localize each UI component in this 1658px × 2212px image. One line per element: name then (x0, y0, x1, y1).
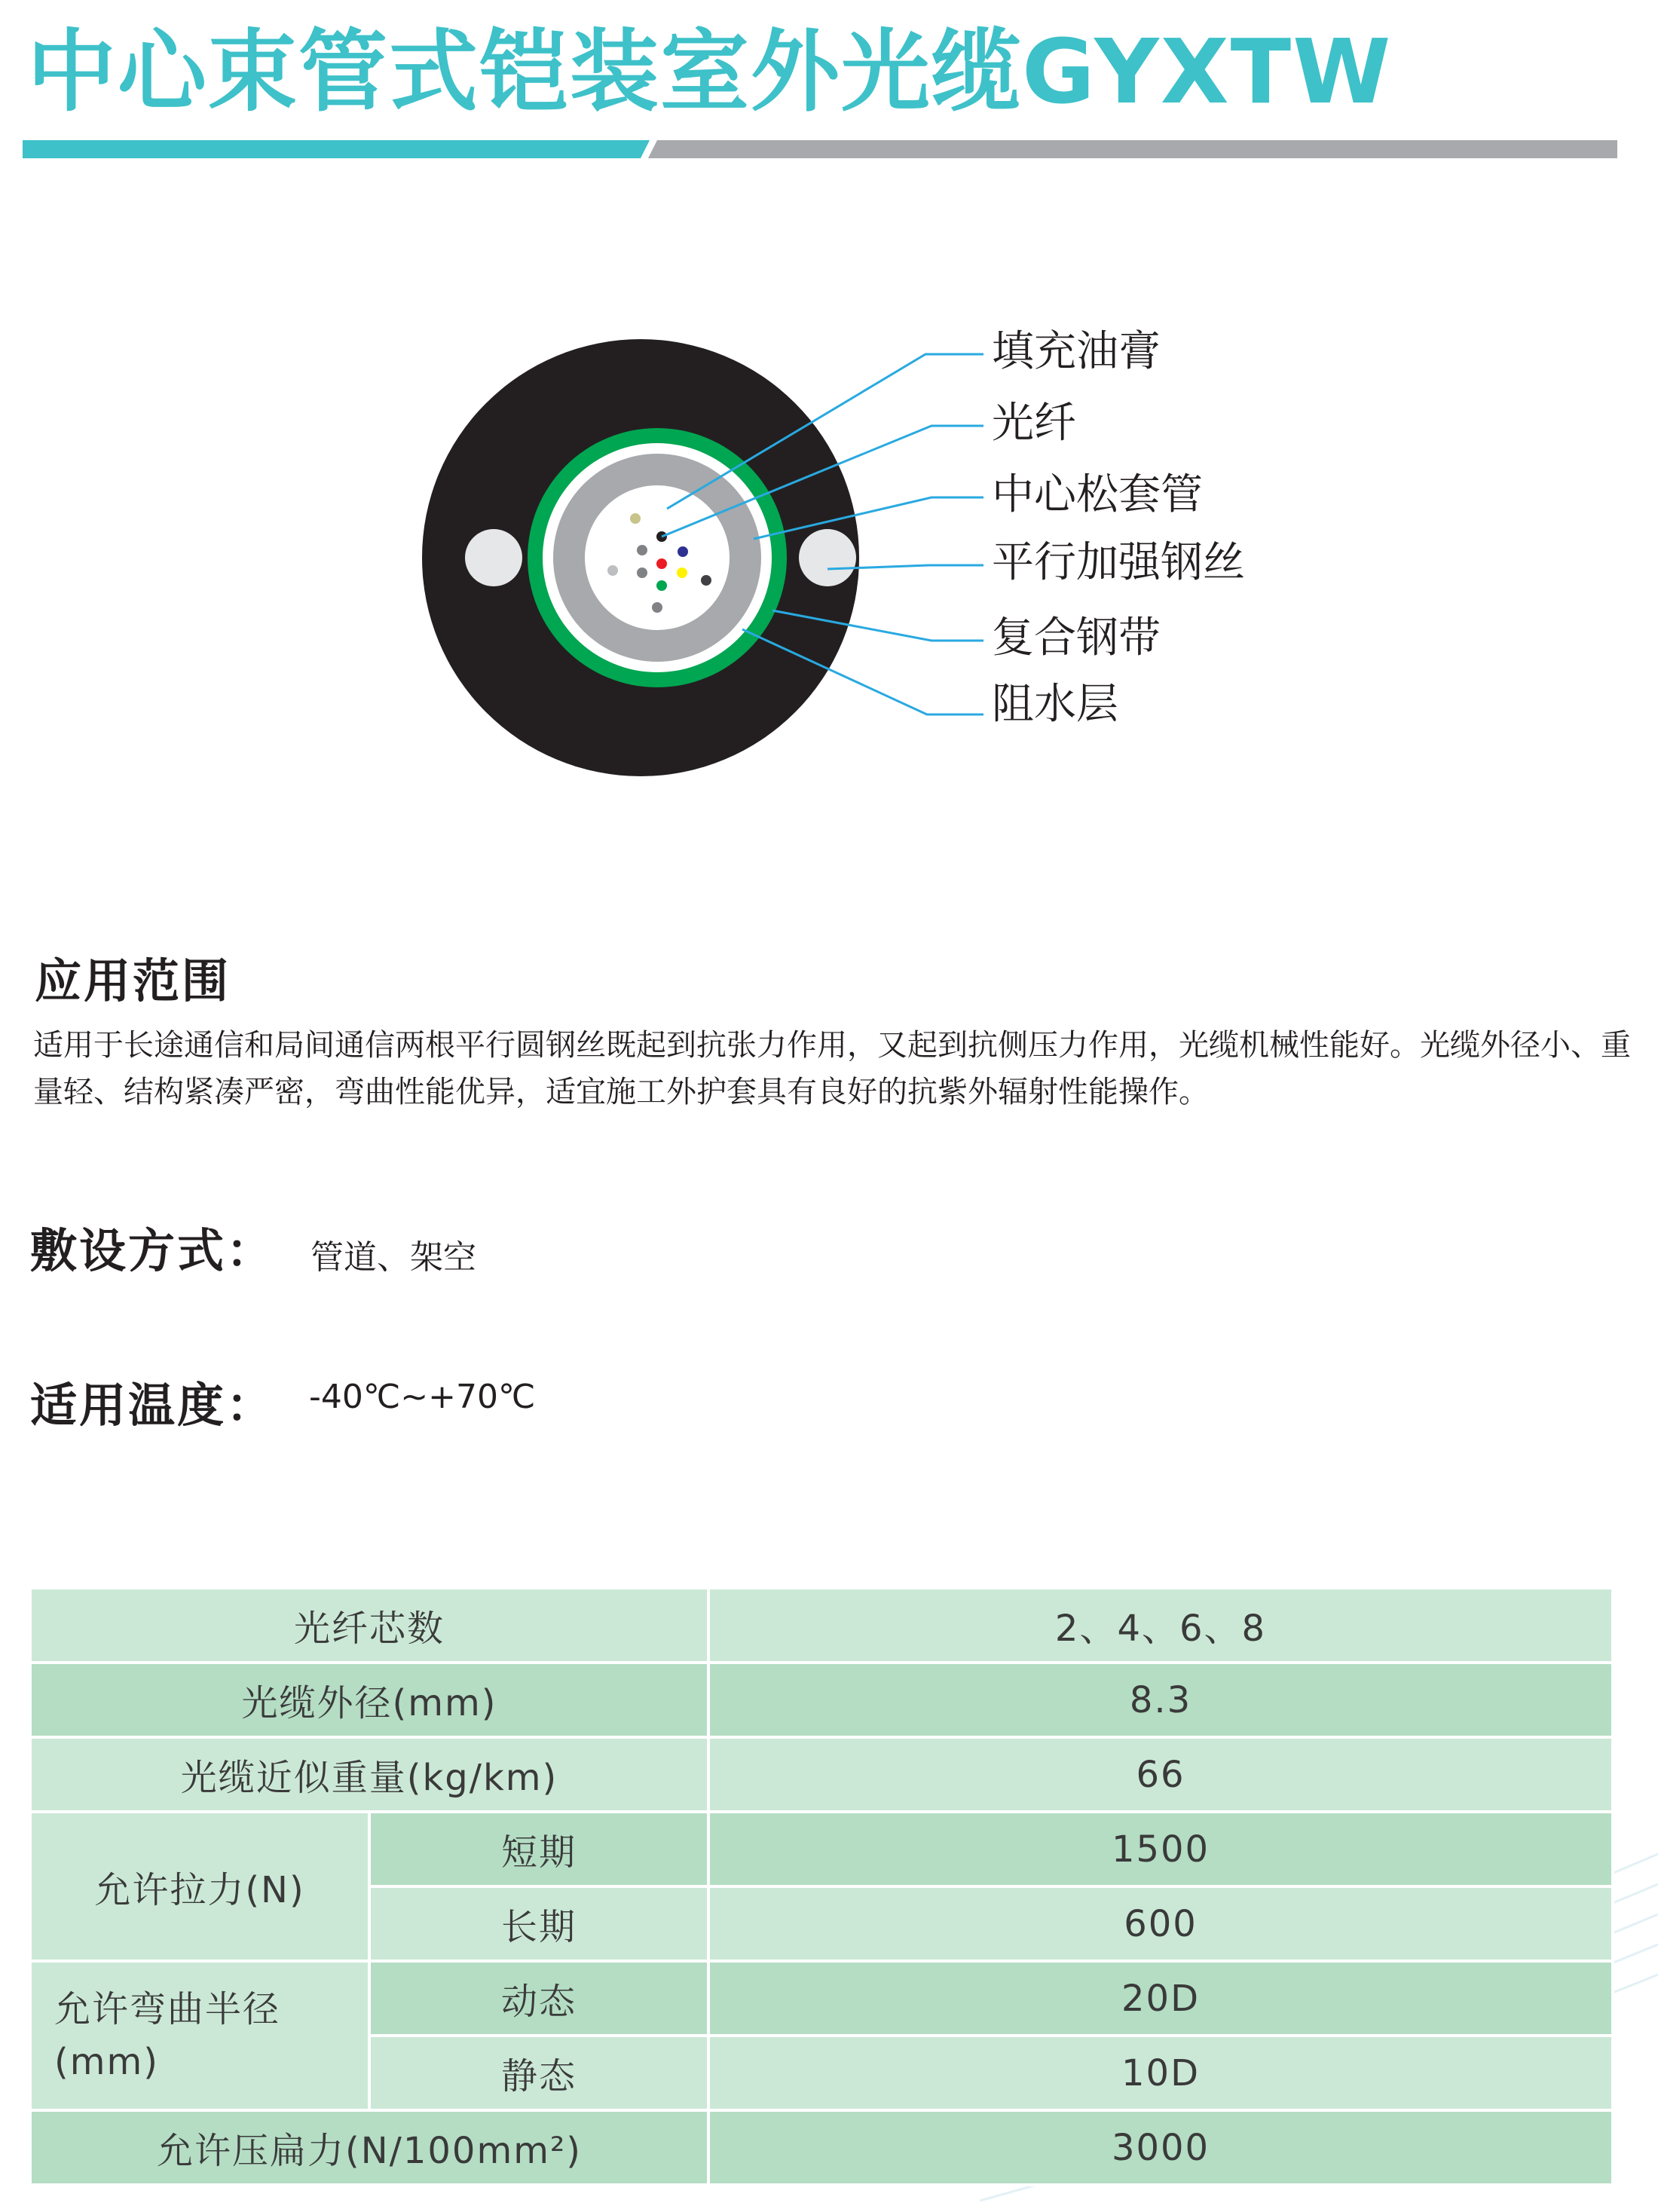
callout-optical-fiber: 光纤 (992, 399, 1076, 448)
fiber (677, 568, 687, 578)
bend-radius-label-line1: 允许弯曲半径 (54, 1988, 281, 2030)
bend-radius-label-line2: (mm) (54, 2041, 159, 2083)
fiber (637, 568, 647, 578)
laying-method-value: 管道、架空 (310, 1238, 476, 1277)
crush-label: 允许压扁力(N/100mm²) (30, 2110, 708, 2185)
table-row (30, 1663, 1613, 1737)
callout-loose-tube: 中心松套管 (992, 470, 1203, 519)
bend-radius-label (30, 1961, 369, 2110)
outer-diameter-value: 8.3 (708, 1663, 1613, 1737)
fiber (652, 602, 662, 613)
strength-wire-right (799, 529, 856, 586)
tensile-label: 允许拉力(N) (30, 1812, 369, 1961)
fiber (630, 513, 641, 524)
outer-diameter-label: 光缆外径(mm) (30, 1663, 708, 1737)
application-heading: 应用范围 (35, 953, 231, 1008)
table-row (30, 1961, 1613, 2036)
crush-value: 3000 (708, 2110, 1613, 2185)
tensile-short-label: 短期 (369, 1812, 708, 1886)
tensile-long-label: 长期 (369, 1886, 708, 1961)
application-description: 适用于长途通信和局间通信两根平行圆钢丝既起到抗张力作用，又起到抗侧压力作用，光缆机械性能好。光缆外径小、重量轻、结构紧凑严密，弯曲性能优异，适宜施工外护套具有良好的抗紫外辐射性能操作。 (33, 1028, 1631, 1109)
title-underline-bar (0, 136, 1658, 166)
callout-water-blocking: 阻水层 (992, 680, 1118, 729)
page-title: 中心束管式铠装室外光缆GYXTW (27, 20, 1393, 124)
strength-wire-left (465, 529, 522, 586)
weight-label: 光缆近似重量(kg/km) (30, 1737, 708, 1812)
temperature-label: 适用温度： (30, 1378, 276, 1433)
table-row (30, 1737, 1613, 1812)
temperature-value: -40℃~+70℃ (309, 1378, 536, 1416)
fiber (678, 546, 688, 557)
table-row (30, 2110, 1613, 2185)
tensile-short-value: 1500 (708, 1812, 1613, 1886)
tensile-long-value: 600 (708, 1886, 1613, 1961)
fiber (607, 565, 618, 576)
callout-filling-gel: 填充油膏 (992, 327, 1161, 376)
fiber (701, 575, 711, 586)
bend-static-value: 10D (708, 2036, 1613, 2110)
fiber (656, 580, 667, 591)
callout-strength-wires: 平行加强钢丝 (992, 538, 1245, 587)
callout-steel-tape: 复合钢带 (992, 613, 1161, 662)
spec-table (29, 1586, 1614, 2186)
bend-dynamic-label: 动态 (369, 1961, 708, 2036)
laying-method-label: 敷设方式： (30, 1223, 276, 1278)
table-row (30, 1588, 1613, 1663)
bend-dynamic-value: 20D (708, 1961, 1613, 2036)
weight-value: 66 (708, 1737, 1613, 1812)
bend-static-label: 静态 (369, 2036, 708, 2110)
fiber-count-label: 光纤芯数 (30, 1588, 708, 1663)
fiber-count-value: 2、4、6、8 (708, 1588, 1613, 1663)
fiber (656, 558, 667, 569)
fiber (637, 545, 647, 555)
table-row (30, 1812, 1613, 1886)
